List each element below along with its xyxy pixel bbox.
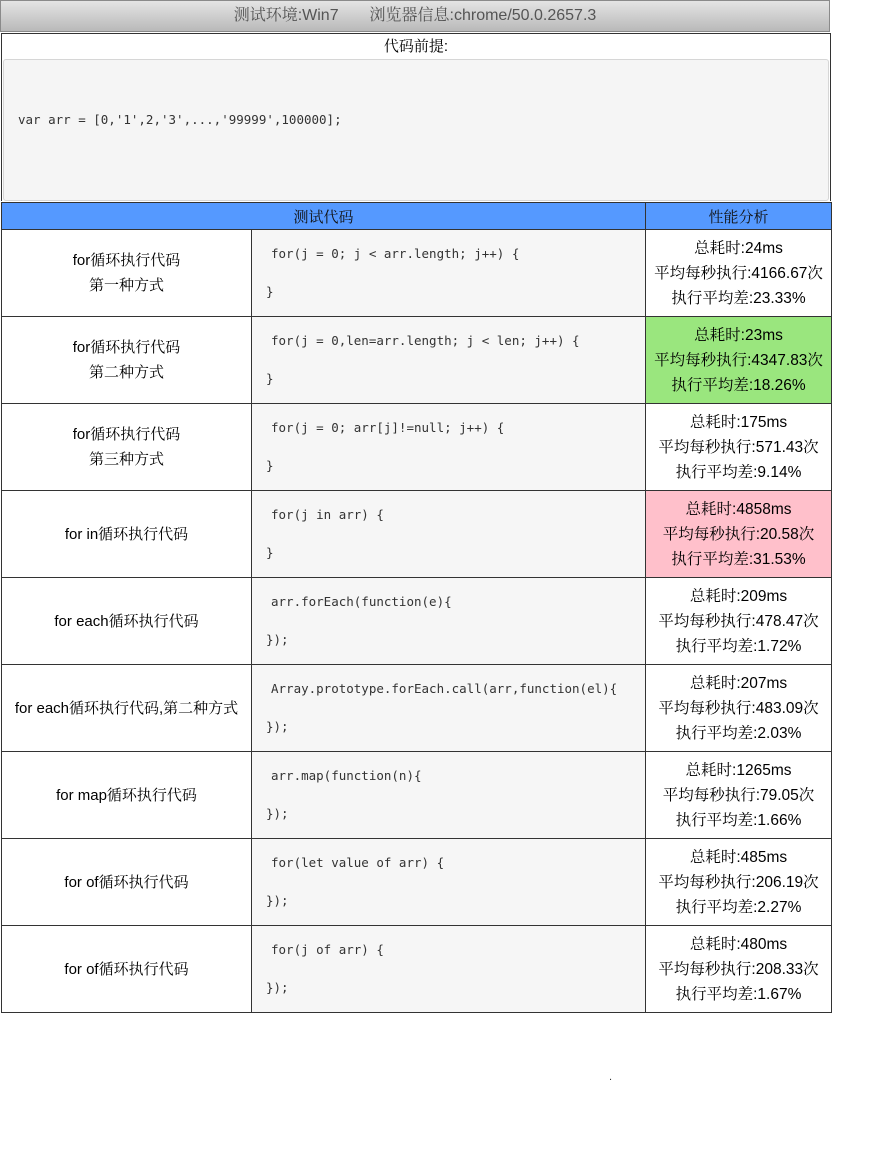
table-row (2, 491, 832, 578)
code-line-start: arr.forEach(function(e){ (271, 594, 452, 609)
test-name-cell (2, 317, 252, 404)
performance-cell (646, 839, 832, 926)
table-row (2, 926, 832, 1013)
per-second-rate: 平均每秒执行:478.47次 (658, 612, 819, 630)
per-second-rate: 平均每秒执行:208.33次 (658, 960, 819, 978)
table-row (2, 665, 832, 752)
test-name: for of循环执行代码 (64, 960, 189, 978)
total-time: 总耗时:480ms (689, 935, 788, 953)
test-code-cell (252, 926, 646, 1013)
test-name: for in循环执行代码 (64, 525, 189, 543)
performance-cell (646, 926, 832, 1013)
per-second-rate: 平均每秒执行:4347.83次 (654, 351, 823, 369)
test-environment-header (0, 0, 830, 32)
per-second-rate: 平均每秒执行:4166.67次 (654, 264, 823, 282)
test-name: for each循环执行代码 (54, 612, 199, 630)
code-line-end: } (266, 371, 274, 386)
test-name-cell (2, 752, 252, 839)
test-name-cell (2, 404, 252, 491)
test-name: for each循环执行代码,第二种方式 (14, 699, 239, 717)
average-deviation: 执行平均差:2.27% (675, 898, 802, 916)
table-row (2, 230, 832, 317)
total-time: 总耗时:24ms (694, 239, 783, 257)
test-name: for循环执行代码 (72, 426, 181, 443)
total-time: 总耗时:175ms (689, 413, 788, 431)
code-line-end: }); (266, 806, 289, 821)
performance-cell (646, 578, 832, 665)
performance-cell (646, 665, 832, 752)
test-code-cell (252, 578, 646, 665)
average-deviation: 执行平均差:23.33% (671, 289, 806, 307)
per-second-rate: 平均每秒执行:571.43次 (658, 438, 819, 456)
environment-label: 测试环境:Win7 (233, 7, 339, 24)
total-time: 总耗时:1265ms (685, 761, 792, 779)
test-name-cell (2, 578, 252, 665)
total-time: 总耗时:207ms (689, 674, 788, 692)
performance-cell (646, 317, 832, 404)
test-code-cell (252, 665, 646, 752)
header-performance: 性能分析 (646, 203, 832, 230)
test-name-cell (2, 839, 252, 926)
average-deviation: 执行平均差:1.66% (675, 811, 802, 829)
test-code-cell (252, 752, 646, 839)
total-time: 总耗时:4858ms (685, 500, 792, 518)
code-line-start: Array.prototype.forEach.call(arr,function(el){ (271, 681, 618, 696)
code-line-end: }); (266, 719, 289, 734)
footer-dot: . (609, 1071, 613, 1083)
test-code-cell (252, 839, 646, 926)
test-name-cell (2, 230, 252, 317)
benchmark-table (1, 202, 832, 1013)
performance-cell (646, 491, 832, 578)
code-line-start: for(let value of arr) { (271, 855, 445, 870)
average-deviation: 执行平均差:1.67% (675, 985, 802, 1003)
test-code-cell (252, 230, 646, 317)
code-line-start: for(j in arr) { (271, 507, 384, 522)
performance-cell (646, 404, 832, 491)
test-name-cell (2, 491, 252, 578)
premise-code-block (3, 59, 829, 201)
test-variant: 第三种方式 (88, 451, 164, 468)
average-deviation: 执行平均差:9.14% (675, 463, 802, 481)
performance-cell (646, 752, 832, 839)
code-line-end: } (266, 545, 274, 560)
per-second-rate: 平均每秒执行:20.58次 (662, 525, 815, 543)
table-row (2, 317, 832, 404)
test-name-cell (2, 665, 252, 752)
code-line-end: }); (266, 980, 289, 995)
per-second-rate: 平均每秒执行:483.09次 (658, 699, 819, 717)
test-variant: 第二种方式 (88, 364, 164, 381)
header-test-code: 测试代码 (2, 203, 646, 230)
code-line-end: } (266, 458, 274, 473)
total-time: 总耗时:209ms (689, 587, 788, 605)
code-line-start: for(j = 0; arr[j]!=null; j++) { (271, 420, 505, 435)
code-line-start: for(j = 0; j < arr.length; j++) { (271, 246, 520, 261)
performance-cell (646, 230, 832, 317)
test-name: for of循环执行代码 (64, 873, 189, 891)
table-row (2, 404, 832, 491)
table-header-row (2, 203, 832, 230)
test-code-cell (252, 317, 646, 404)
code-line-end: }); (266, 893, 289, 908)
premise-code: var arr = [0,'1',2,'3',...,'99999',100000]; (18, 112, 342, 127)
premise-label: 代码前提: (2, 33, 830, 59)
average-deviation: 执行平均差:2.03% (675, 724, 802, 742)
browser-info-label: 浏览器信息:chrome/50.0.2657.3 (369, 7, 597, 24)
test-name: for map循环执行代码 (56, 786, 197, 804)
per-second-rate: 平均每秒执行:79.05次 (662, 786, 815, 804)
code-line-end: } (266, 284, 274, 299)
code-line-start: arr.map(function(n){ (271, 768, 422, 783)
total-time: 总耗时:485ms (689, 848, 788, 866)
average-deviation: 执行平均差:31.53% (671, 550, 806, 568)
test-name-cell (2, 926, 252, 1013)
per-second-rate: 平均每秒执行:206.19次 (658, 873, 819, 891)
premise-section (1, 33, 831, 201)
average-deviation: 执行平均差:1.72% (675, 637, 802, 655)
code-line-start: for(j of arr) { (271, 942, 384, 957)
total-time: 总耗时:23ms (694, 326, 783, 344)
code-line-end: }); (266, 632, 289, 647)
test-name: for循环执行代码 (72, 252, 181, 269)
average-deviation: 执行平均差:18.26% (671, 376, 806, 394)
test-code-cell (252, 404, 646, 491)
table-row (2, 578, 832, 665)
test-name: for循环执行代码 (72, 339, 181, 356)
test-code-cell (252, 491, 646, 578)
test-variant: 第一种方式 (88, 277, 164, 294)
table-row (2, 839, 832, 926)
table-row (2, 752, 832, 839)
code-line-start: for(j = 0,len=arr.length; j < len; j++) { (271, 333, 580, 348)
